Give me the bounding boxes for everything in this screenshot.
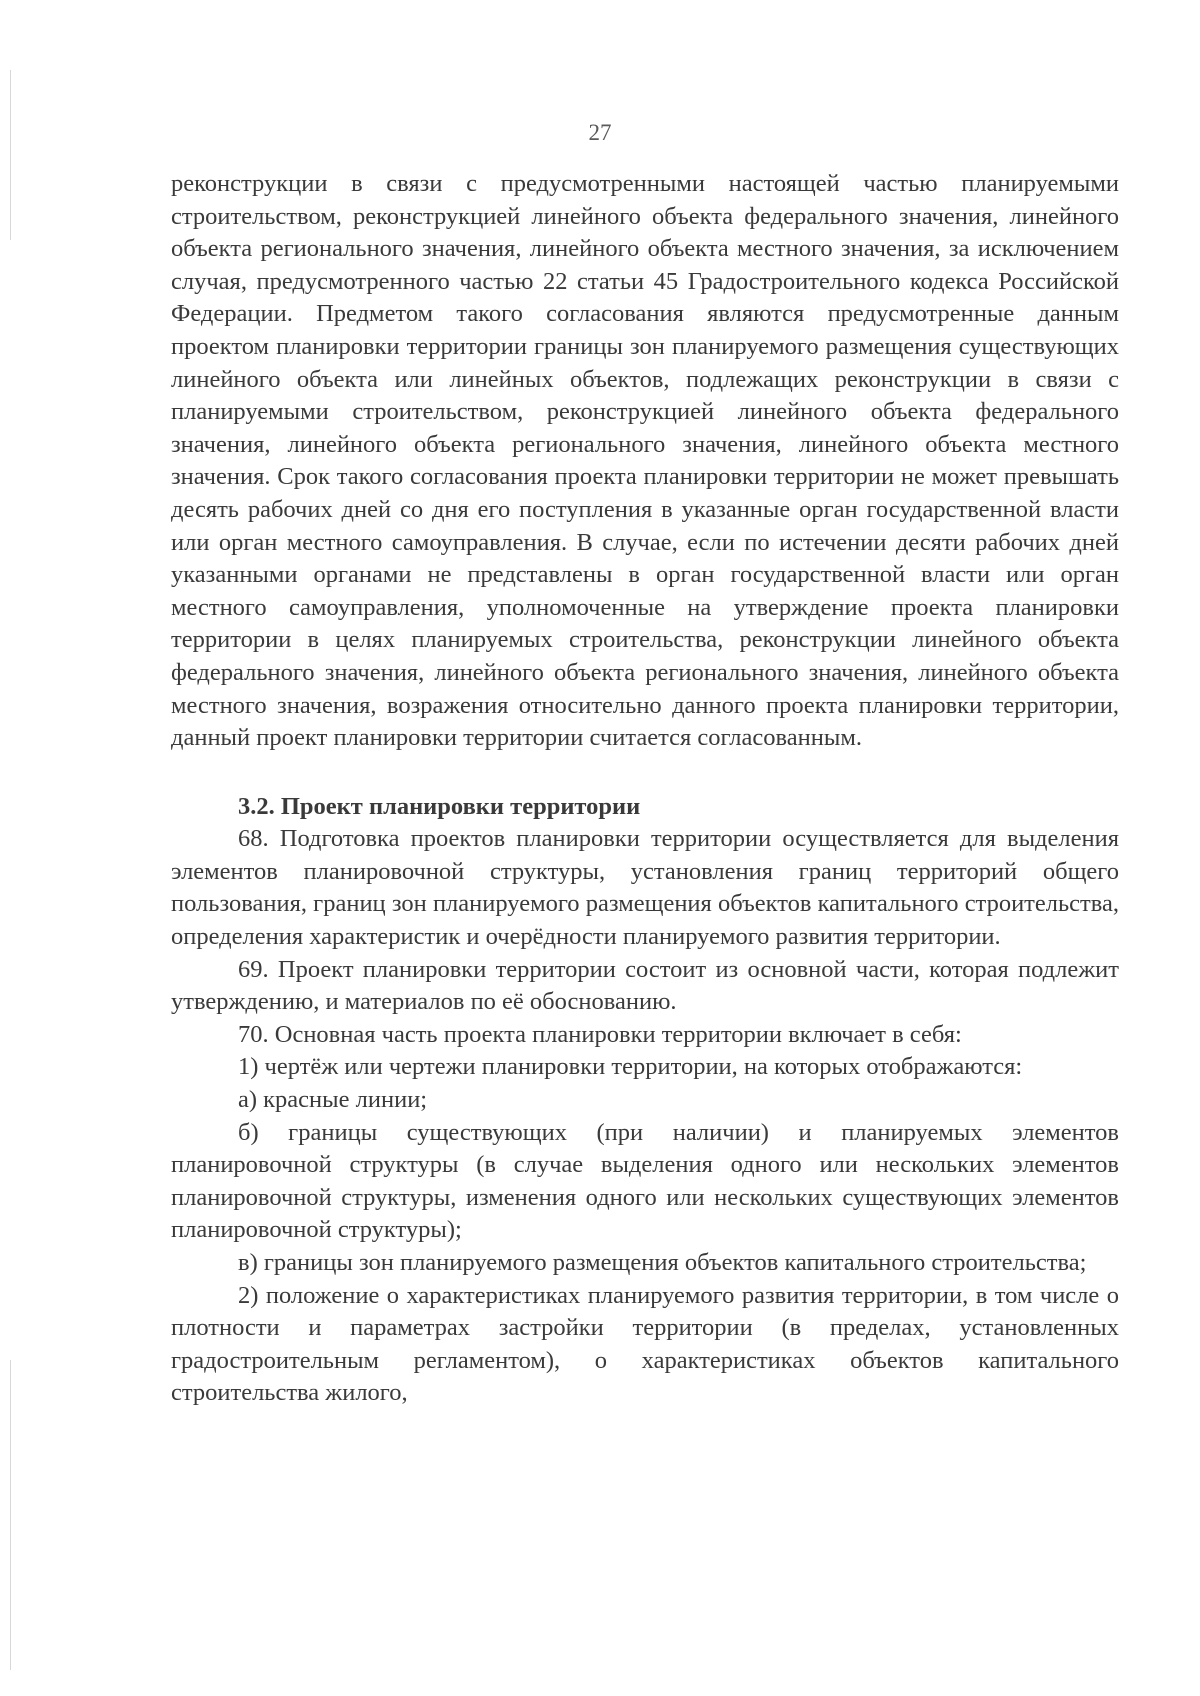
paragraph-68: 68. Подготовка проектов планировки территории осуществляется для выделения элементов планировочной структуры, установления границ территорий общего пользования, границ зон планируемого размещения объектов капитального строительства, определения характеристик и очерёдности планируемого развития территории. xyxy=(171,825,1119,951)
document-body xyxy=(171,168,1119,1410)
scan-edge-mark xyxy=(10,70,11,240)
list-item-b: б) границы существующих (при наличии) и планируемых элементов планировочной структуры (в случае выделения одного или нескольких элементов планировочной структуры, изменения одного или нескольких существующих элементов планировочной структуры); xyxy=(171,1118,1119,1244)
section-heading: 3.2. Проект планировки территории xyxy=(238,792,641,820)
scan-edge-mark xyxy=(10,1360,11,1670)
paragraph-continuation: реконструкции в связи с предусмотренными настоящей частью планируемыми строительством, реконструкцией линейного объекта федерального значения, линейного объекта регионального значения, линейного объекта местного значения, за исключением случая, предусмотренного частью 22 статьи 45 Градостроительного кодекса Российской Федерации. Предметом такого согласования являются предусмотренные данным проектом планировки территории границы зон планируемого размещения существующих линейного объекта или линейных объектов, подлежащих реконструкции в связи с планируемыми строительством, реконструкцией линейного объекта федерального значения, линейного объекта регионального значения, линейного объекта местного значения. Срок такого согласования проекта планировки территории не может превышать десять рабочих дней со дня его поступления в указанные орган государственной власти или орган местного самоуправления. В случае, если по истечении десяти рабочих дней указанными органами не представлены в орган государственной власти или орган местного самоуправления, уполномоченные на утверждение проекта планировки территории в целях планируемых строительства, реконструкции линейного объекта федерального значения, линейного объекта регионального значения, линейного объекта местного значения, возражения относительно данного проекта планировки территории, данный проект планировки территории считается согласованным. xyxy=(171,170,1119,752)
list-item-2: 2) положение о характеристиках планируемого развития территории, в том числе о плотности и параметрах застройки территории (в пределах, установленных градостроительным регламентом), о характеристиках объектов капитального строительства жилого, xyxy=(171,1281,1119,1407)
list-item-v: в) границы зон планируемого размещения объектов капитального строительства; xyxy=(238,1249,1087,1276)
paragraph-69: 69. Проект планировки территории состоит из основной части, которая подлежит утверждению, и материалов по её обоснованию. xyxy=(171,955,1119,1016)
list-item-a: а) красные линии; xyxy=(238,1086,428,1114)
page-number: 27 xyxy=(588,120,612,145)
list-item-1: 1) чертёж или чертежи планировки территории, на которых отображаются: xyxy=(238,1053,1023,1081)
paragraph-70: 70. Основная часть проекта планировки территории включает в себя: xyxy=(238,1020,962,1048)
